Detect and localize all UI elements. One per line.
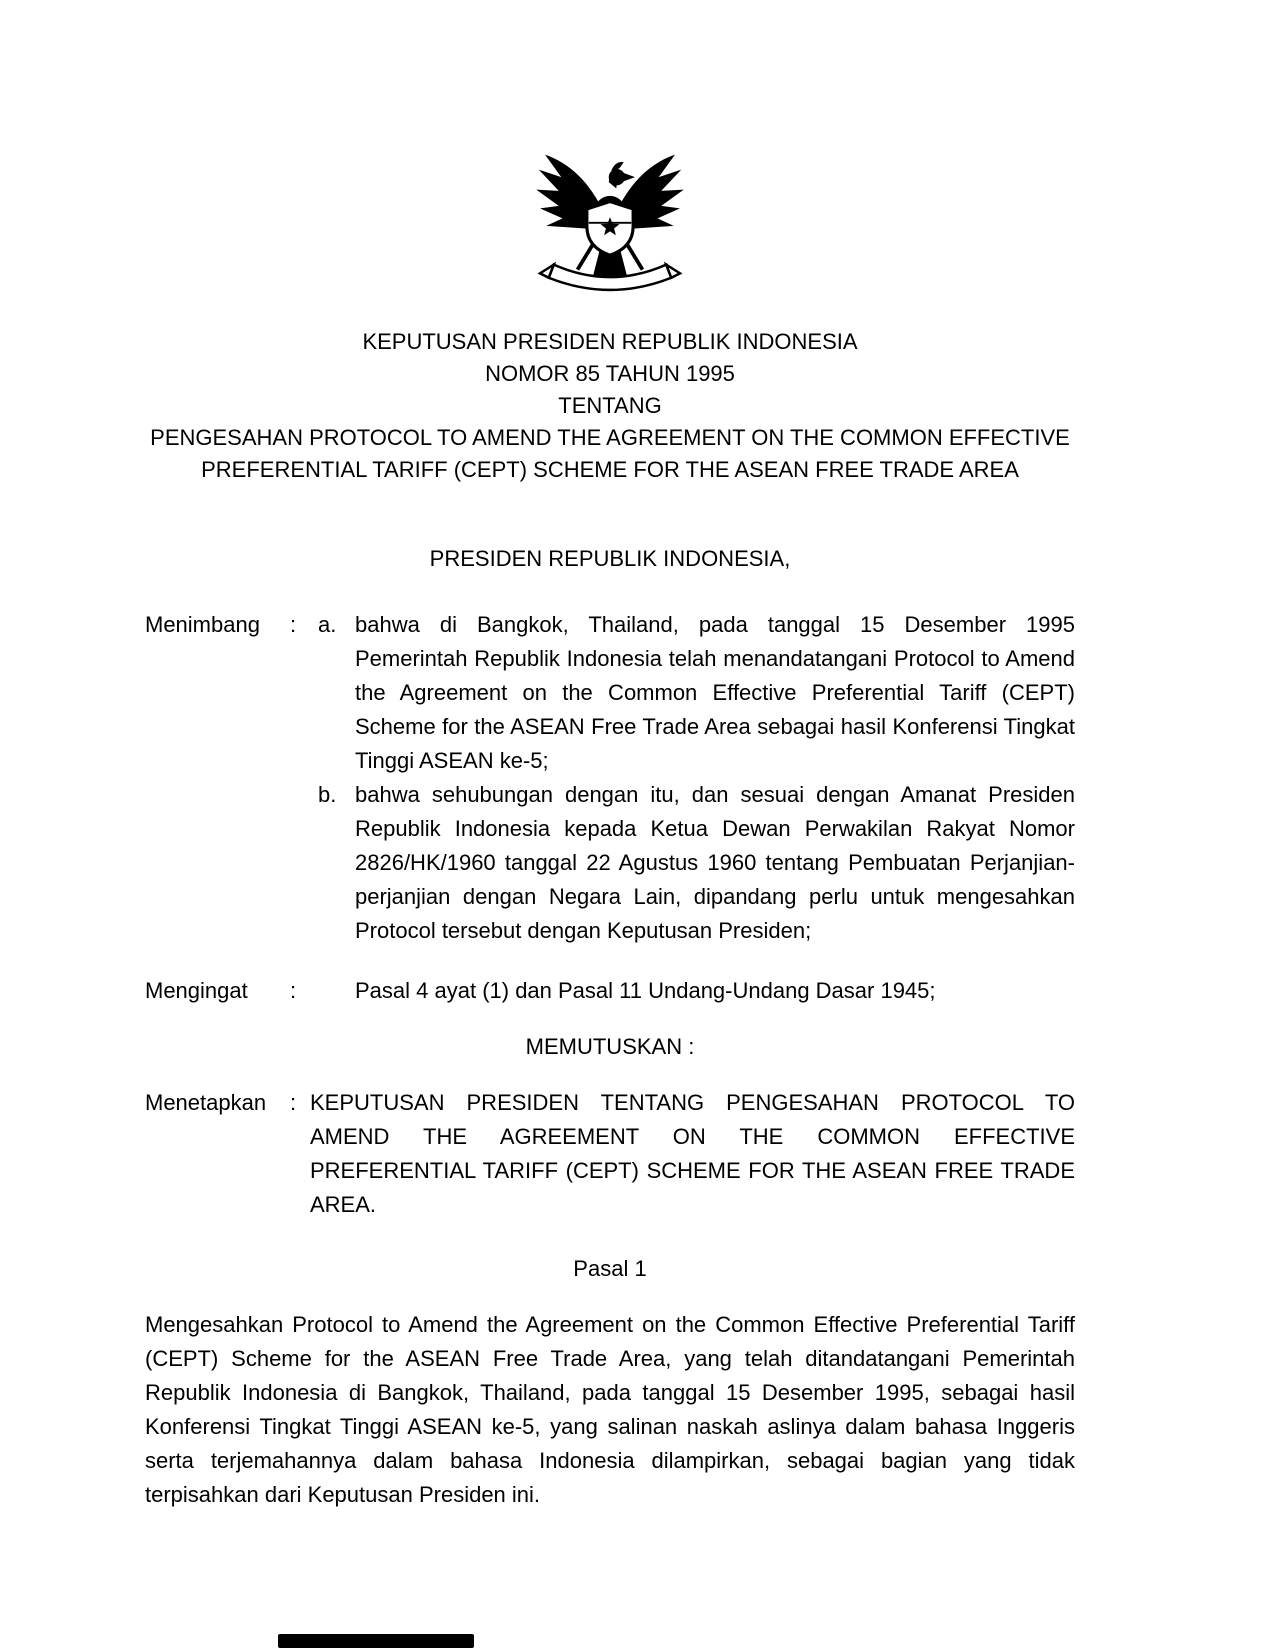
title-line-5: PREFERENTIAL TARIFF (CEPT) SCHEME FOR THE ASEAN FREE TRADE AREA xyxy=(201,457,1019,482)
title-line-3: TENTANG xyxy=(558,393,662,418)
mengingat-colon: : xyxy=(290,978,297,1003)
menimbang-section xyxy=(145,608,1075,948)
menimbang-label: Menimbang xyxy=(145,612,260,637)
menimbang-colon: : xyxy=(290,612,297,637)
menimbang-item-b-text: bahwa sehubungan dengan itu, dan sesuai dengan Amanat Presiden Republik Indonesia kepada Ketua Dewan Perwakilan Rakyat Nomor 2826/HK/1960 tanggal 22 Agustus 1960 tentang Pembuatan Perjanjian-perjanjian dengan Negara Lain, dipandang perlu untuk mengesahkan Protocol tersebut dengan Keputusan Presiden; xyxy=(355,782,1075,943)
mengingat-label: Mengingat xyxy=(145,978,248,1003)
pasal1-heading: Pasal 1 xyxy=(573,1256,647,1281)
menetapkan-text: KEPUTUSAN PRESIDEN TENTANG PENGESAHAN PROTOCOL TO AMEND THE AGREEMENT ON THE COMMON EFFECTIVE PREFERENTIAL TARIFF (CEPT) SCHEME FOR THE ASEAN FREE TRADE AREA. xyxy=(310,1090,1075,1217)
scan-artifact xyxy=(278,1634,474,1648)
title-line-1: KEPUTUSAN PRESIDEN REPUBLIK INDONESIA xyxy=(362,329,858,354)
garuda-svg xyxy=(535,138,685,300)
mengingat-text: Pasal 4 ayat (1) dan Pasal 11 Undang-Undang Dasar 1945; xyxy=(355,978,936,1003)
menimbang-body xyxy=(310,608,1075,948)
title-line-4: PENGESAHAN PROTOCOL TO AMEND THE AGREEMENT ON THE COMMON EFFECTIVE xyxy=(150,425,1070,450)
memutuskan-heading: MEMUTUSKAN : xyxy=(525,1034,695,1059)
menetapkan-label: Menetapkan xyxy=(145,1090,267,1115)
pasal1-text: Mengesahkan Protocol to Amend the Agreement on the Common Effective Preferential Tariff (CEPT) Scheme for the ASEAN Free Trade Area, yang telah ditandatangani Pemerintah Republik Indonesia di Bangkok, Thailand, pada tanggal 15 Desember 1995, sebagai hasil Konferensi Tingkat Tinggi ASEAN ke-5, yang salinan naskah aslinya dalam bahasa Inggeris serta terjemahannya dalam bahasa Indonesia dilampirkan, sebagai bagian yang tidak terpisahkan dari Keputusan Presiden ini. xyxy=(145,1312,1075,1507)
garuda-pancasila-emblem xyxy=(535,138,685,300)
menimbang-item-a xyxy=(310,608,1075,778)
menetapkan-colon: : xyxy=(290,1090,297,1115)
menimbang-item-b-marker: b. xyxy=(318,782,337,807)
menetapkan-section xyxy=(145,1086,1075,1222)
menimbang-item-a-text: bahwa di Bangkok, Thailand, pada tanggal 15 Desember 1995 Pemerintah Republik Indonesia telah menandatangani Protocol to Amend the Agreement on the Common Effective Preferential Tariff (CEPT) Scheme for the ASEAN Free Trade Area sebagai hasil Konferensi Tingkat Tinggi ASEAN ke-5; xyxy=(355,612,1075,773)
mengingat-section xyxy=(145,974,1075,1008)
salutation: PRESIDEN REPUBLIK INDONESIA, xyxy=(429,546,791,571)
title-line-2: NOMOR 85 TAHUN 1995 xyxy=(485,361,735,386)
menimbang-item-a-marker: a. xyxy=(318,612,337,637)
document-title-block xyxy=(145,326,1075,486)
menimbang-item-b xyxy=(310,778,1075,948)
